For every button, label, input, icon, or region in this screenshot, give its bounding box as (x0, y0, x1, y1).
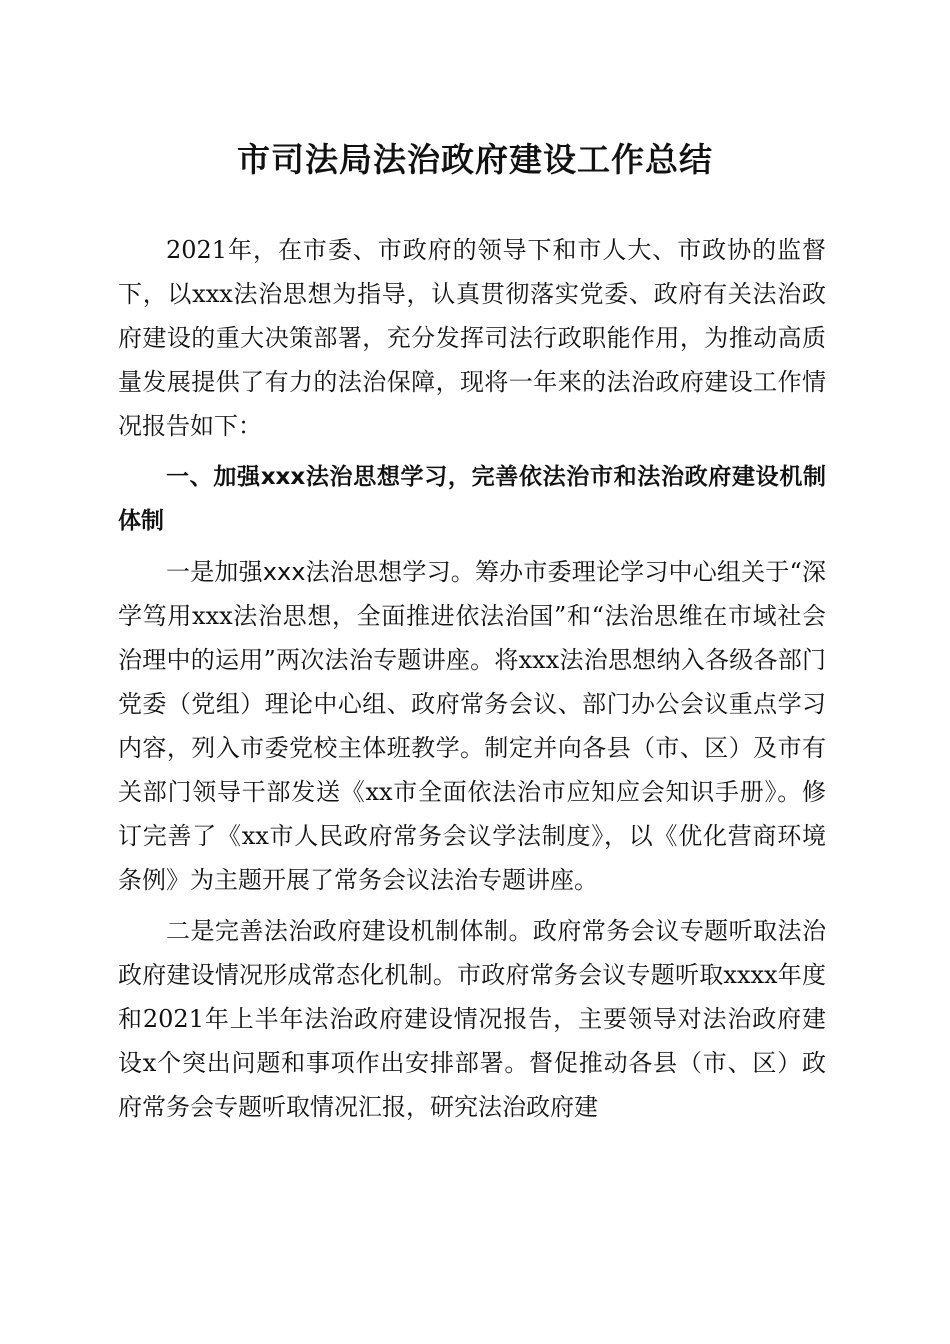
item-body-1: 筹办市委理论学习中心组关于“深学笃用xxx法治思想，全面推进依法治国”和“法治思维在市域社会治理中的运用”两次法治专题讲座。将xxx法治思想纳入各级各部门党委（党组）理论中心组、政府常务会议、部门办公会议重点学习内容，列入市委党校主体班教学。制定并向各县（市、区）及市有关部门领导干部发送《xx市全面依法治市应知应会知识手册》。修订完善了《xx市人民政府常务会议学法制度》，以《优化营商环境条例》为主题开展了常务会议法治专题讲座。 (118, 558, 826, 894)
item-lead-2: 二是完善法治政府建设机制体制。 (166, 917, 533, 945)
item-paragraph-1 (118, 550, 826, 902)
item-body-2: 政府常务会议专题听取法治政府建设情况形成常态化机制。市政府常务会议专题听取xxxx年度和2021年上半年法治政府建设情况报告，主要领导对法治政府建设x个突出问题和事项作出安排部署。督促推动各县（市、区）政府常务会专题听取情况汇报，研究法治政府建 (118, 917, 826, 1121)
item-lead-1: 一是加强xxx法治思想学习。 (166, 558, 475, 586)
document-body (118, 228, 826, 1136)
intro-paragraph: 2021年，在市委、市政府的领导下和市人大、市政协的监督下，以xxx法治思想为指导，认真贯彻落实党委、政府有关法治政府建设的重大决策部署，充分发挥司法行政职能作用，为推动高质量发展提供了有力的法治保障，现将一年来的法治政府建设工作情况报告如下： (118, 236, 826, 440)
document-title: 市司法局法治政府建设工作总结 (237, 140, 713, 179)
section-heading: 一、加强xxx法治思想学习，完善依法治市和法治政府建设机制体制 (118, 464, 826, 534)
item-paragraph-2 (118, 909, 826, 1129)
